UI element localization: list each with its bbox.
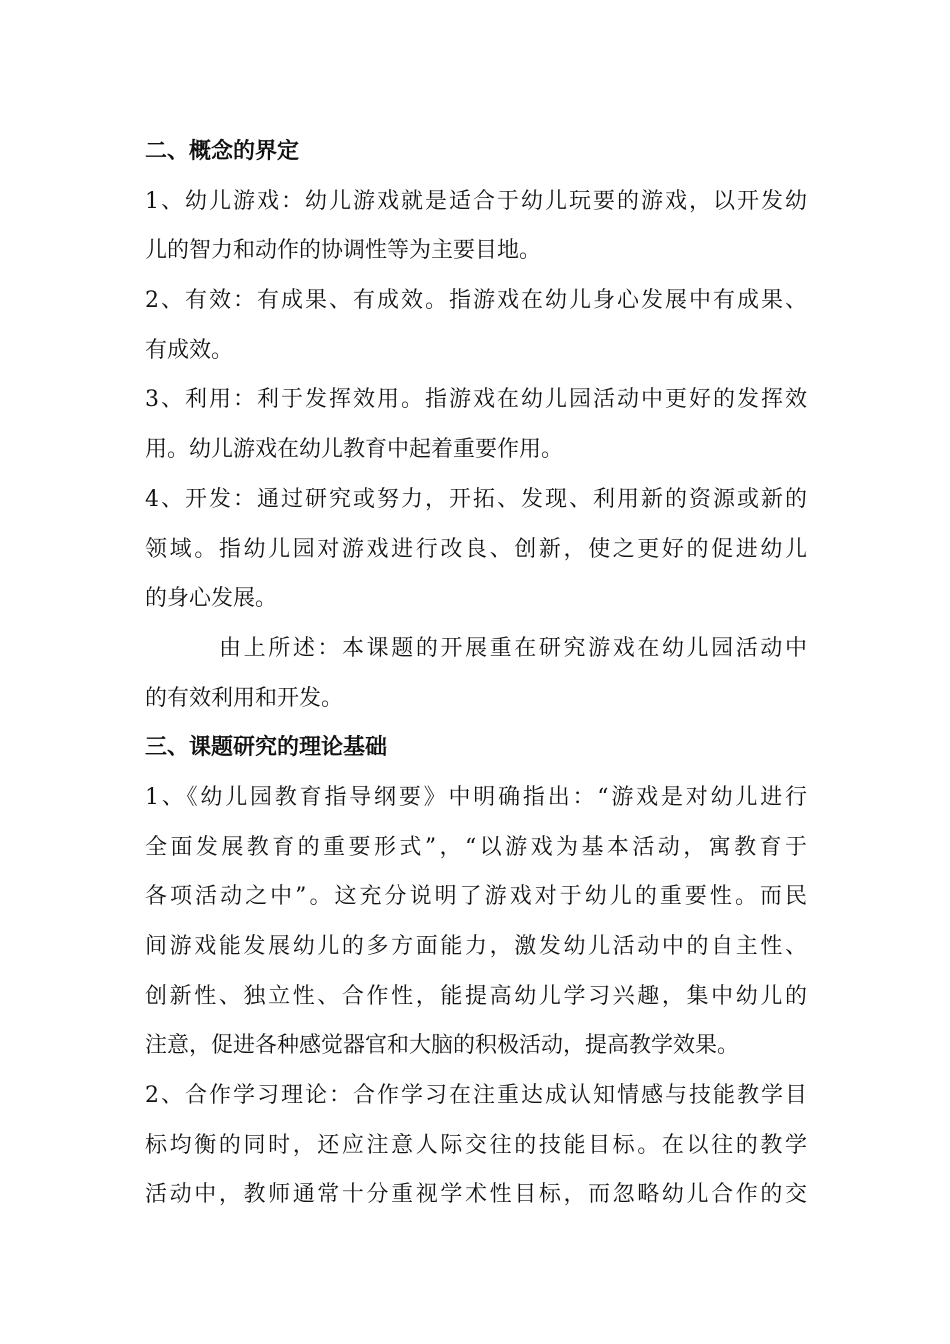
paragraph-line: 2、合作学习理论：合作学习在注重达成认知情感与技能教学目 bbox=[145, 1083, 807, 1109]
paragraph-line: 标均衡的同时，还应注意人际交往的技能目标。在以往的教学 bbox=[145, 1132, 807, 1158]
definition-item-effective bbox=[145, 276, 807, 375]
definition-item-child-games bbox=[145, 177, 807, 276]
paragraph-line: 有成效。 bbox=[145, 337, 234, 363]
paragraph-line: 2、有效：有成果、有成效。指游戏在幼儿身心发展中有成果、 bbox=[145, 288, 807, 314]
paragraph-line: 用。幼儿游戏在幼儿教育中起着重要作用。 bbox=[145, 437, 564, 463]
paragraph-line: 由上所述：本课题的开展重在研究游戏在幼儿园活动中 bbox=[219, 635, 807, 661]
paragraph-line: 注意，促进各种感觉器官和大脑的积极活动，提高教学效果。 bbox=[145, 1033, 740, 1059]
paragraph-line: 1、《幼儿园教育指导纲要》中明确指出：“游戏是对幼儿进行 bbox=[145, 784, 807, 810]
paragraph-line: 3、利用：利于发挥效用。指游戏在幼儿园活动中更好的发挥效 bbox=[145, 387, 807, 413]
section-heading-theory: 三、课题研究的理论基础 bbox=[145, 735, 388, 761]
paragraph-line: 活动中，教师通常十分重视学术性目标，而忽略幼儿合作的交 bbox=[145, 1182, 807, 1208]
paragraph-line: 儿的智力和动作的协调性等为主要目地。 bbox=[145, 238, 542, 264]
section-heading-concepts: 二、概念的界定 bbox=[145, 139, 300, 164]
paragraph-line: 的有效利用和开发。 bbox=[145, 685, 344, 711]
theory-item-guideline bbox=[145, 773, 807, 1071]
definition-item-develop bbox=[145, 475, 807, 624]
definition-item-utilize bbox=[145, 375, 807, 474]
theory-item-cooperative-learning bbox=[145, 1071, 807, 1220]
paragraph-line: 全面发展教育的重要形式”，“以游戏为基本活动，寓教育于 bbox=[145, 834, 807, 860]
paragraph-line: 各项活动之中”。这充分说明了游戏对于幼儿的重要性。而民 bbox=[145, 884, 807, 910]
paragraph-line: 4、开发：通过研究或努力，开拓、发现、利用新的资源或新的 bbox=[145, 486, 807, 512]
document-page bbox=[145, 127, 807, 1220]
paragraph-line: 1、幼儿游戏：幼儿游戏就是适合于幼儿玩要的游戏，以开发幼 bbox=[145, 188, 807, 214]
paragraph-line: 领域。指幼儿园对游戏进行改良、创新，使之更好的促进幼儿 bbox=[145, 536, 807, 562]
paragraph-line: 创新性、独立性、合作性，能提高幼儿学习兴趣，集中幼儿的 bbox=[145, 983, 807, 1009]
paragraph-line: 间游戏能发展幼儿的多方面能力，激发幼儿活动中的自主性、 bbox=[145, 934, 807, 959]
paragraph-line: 的身心发展。 bbox=[145, 586, 278, 612]
summary-paragraph bbox=[145, 624, 807, 723]
